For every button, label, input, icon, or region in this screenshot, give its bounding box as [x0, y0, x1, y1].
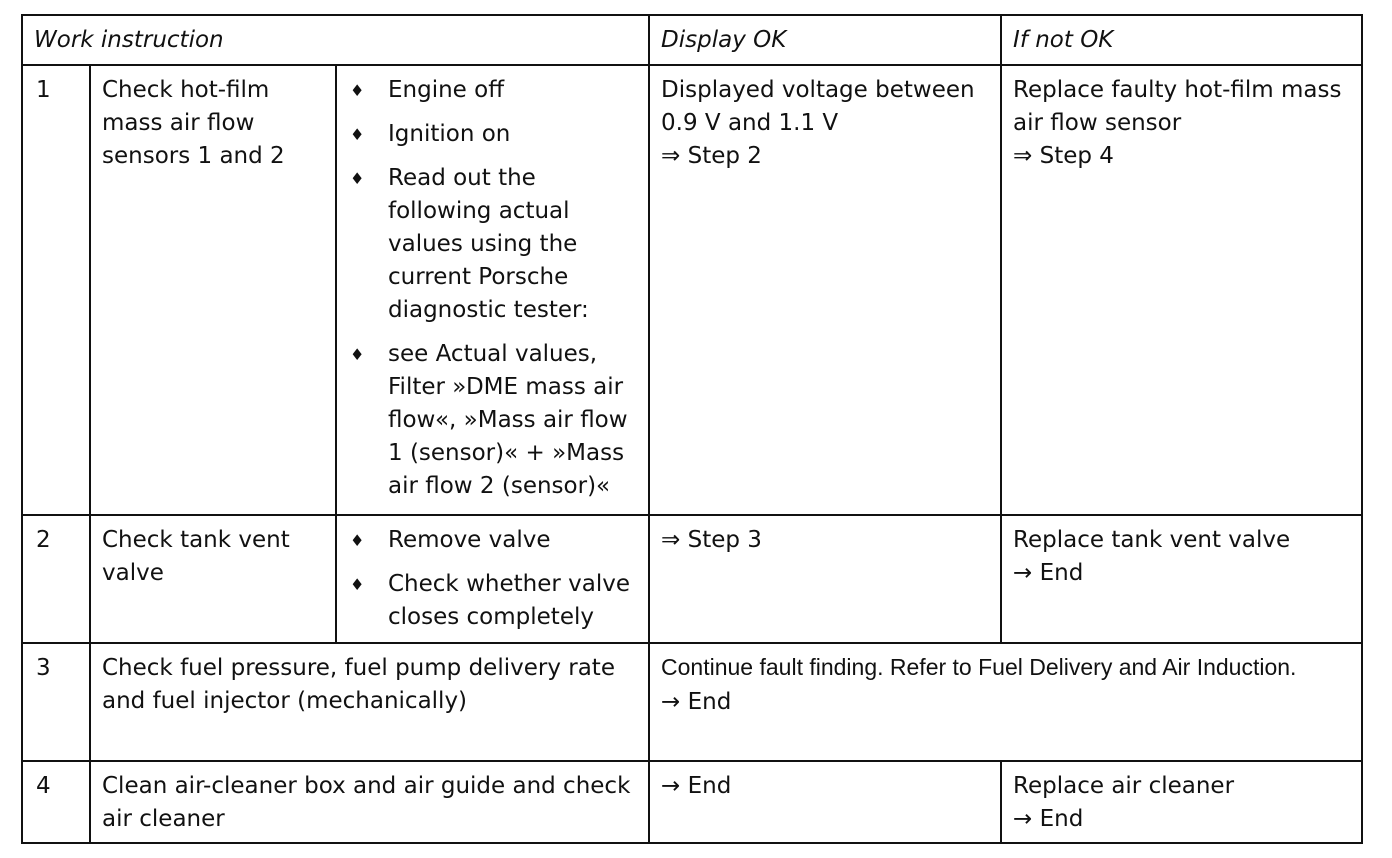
procedure-list [348, 74, 638, 503]
header-display-ok: Display OK [649, 15, 1001, 65]
list-item [348, 338, 638, 503]
procedure-step: Remove valve [388, 527, 551, 553]
procedure-cell [336, 515, 649, 643]
next-step-reference: ⇒ Step 3 [661, 527, 762, 553]
next-step-reference: ⇒ Step 2 [661, 143, 762, 169]
task-description: Check tank vent valve [90, 515, 336, 643]
step-number: 2 [22, 515, 90, 643]
display-ok-cell [649, 761, 1001, 843]
result-text: Displayed voltage between 0.9 V and 1.1 V [661, 77, 975, 136]
end-reference: → End [661, 773, 732, 799]
procedure-step: Check whether valve closes completely [388, 571, 630, 630]
end-reference: → End [1013, 560, 1084, 586]
if-not-ok-cell [1001, 761, 1362, 843]
diamond-bullet-icon: ♦ [350, 81, 365, 100]
diamond-bullet-icon: ♦ [350, 531, 365, 550]
task-description: Check fuel pressure, fuel pump delivery rate and fuel injector (mechanically) [90, 643, 649, 761]
table-row [22, 643, 1362, 761]
task-description: Clean air-cleaner box and air guide and check air cleaner [90, 761, 649, 843]
procedure-list [348, 524, 638, 634]
table-row [22, 65, 1362, 515]
diamond-bullet-icon: ♦ [350, 345, 365, 364]
list-item [348, 74, 638, 107]
result-text: Replace tank vent valve [1013, 527, 1291, 553]
display-ok-cell [649, 515, 1001, 643]
step-number: 3 [22, 643, 90, 761]
table-row [22, 515, 1362, 643]
list-item [348, 524, 638, 557]
table-row [22, 761, 1362, 843]
list-item [348, 568, 638, 634]
step-number: 1 [22, 65, 90, 515]
table-header-row [22, 15, 1362, 65]
procedure-step: Engine off [388, 77, 505, 103]
end-reference: → End [661, 689, 732, 715]
diamond-bullet-icon: ♦ [350, 125, 365, 144]
next-step-reference: ⇒ Step 4 [1013, 143, 1114, 169]
display-ok-cell [649, 65, 1001, 515]
procedure-step: Ignition on [388, 121, 511, 147]
task-description: Check hot-film mass air flow sensors 1 and 2 [90, 65, 336, 515]
combined-result-cell [649, 643, 1362, 761]
header-if-not-ok: If not OK [1001, 15, 1362, 65]
step-number: 4 [22, 761, 90, 843]
list-item [348, 118, 638, 151]
header-work-instruction: Work instruction [22, 15, 649, 65]
end-reference: → End [1013, 806, 1084, 832]
procedure-step: see Actual values, Filter »DME mass air flow«, »Mass air flow 1 (sensor)« + »Mass air flow 2 (sensor)« [388, 341, 628, 499]
diamond-bullet-icon: ♦ [350, 169, 365, 188]
work-instruction-table [21, 14, 1363, 844]
result-text: Replace air cleaner [1013, 773, 1235, 799]
fault-finding-note: Continue fault finding. Refer to Fuel Delivery and Air Induction. [661, 654, 1297, 680]
procedure-cell [336, 65, 649, 515]
result-text: Replace faulty hot-film mass air flow sensor [1013, 77, 1342, 136]
diamond-bullet-icon: ♦ [350, 575, 365, 594]
if-not-ok-cell [1001, 515, 1362, 643]
if-not-ok-cell [1001, 65, 1362, 515]
list-item [348, 162, 638, 327]
procedure-step: Read out the following actual values using the current Porsche diagnostic tester: [388, 165, 589, 323]
